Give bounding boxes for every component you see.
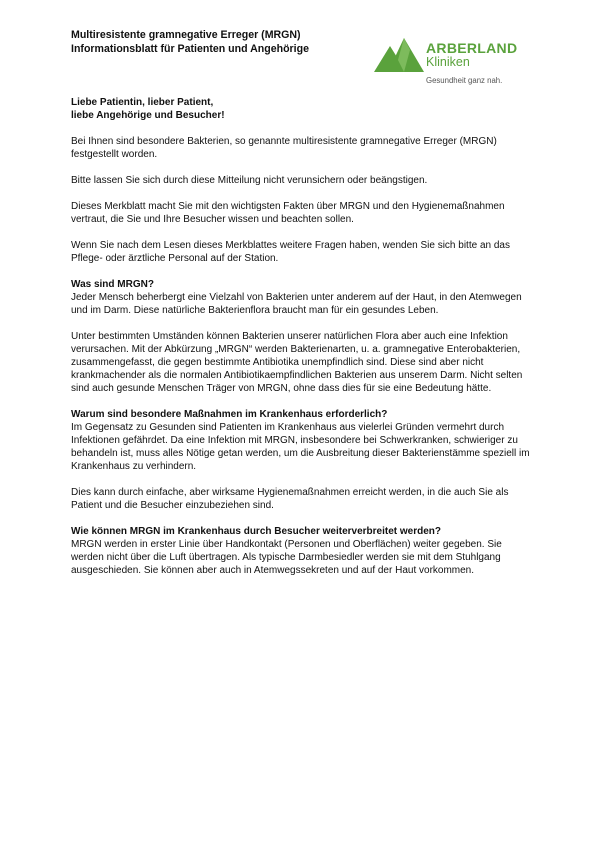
intro-paragraph: Bitte lassen Sie sich durch diese Mitteilung nicht verunsichern oder beängstigen. xyxy=(71,175,428,186)
intro-paragraph: Bei Ihnen sind besondere Bakterien, so genannte multiresistente gramnegative Erreger (MRGN) festgestellt worden. xyxy=(71,136,497,160)
section-paragraph: MRGN werden in erster Linie über Handkontakt (Personen und Oberflächen) weiter gegeben. Sie werden nicht über die Luft übertragen. Als typische Darmbesiedler werden sie mit dem Stuhlgang ausgeschieden. Sie können aber auch in Atemwegssekreten und auf der Haut vorkommen. xyxy=(71,539,502,576)
section-paragraph: Im Gegensatz zu Gesunden sind Patienten im Krankenhaus aus vielerlei Gründen vermehrt durch Infektionen gefährdet. Da eine Infektion mit MRGN, insbesondere bei Schwerkranken, schwieriger zu behandeln ist, muss alles Nötige getan werden, um die Ausbreitung dieser Bakterienstämme speziell im Krankenhaus zu verhindern. xyxy=(71,422,530,472)
section-heading: Was sind MRGN? xyxy=(71,279,154,290)
section-massnahmen xyxy=(71,408,531,512)
greeting-line-2: liebe Angehörige und Besucher! xyxy=(71,110,225,121)
logo-subtitle: Kliniken xyxy=(426,55,470,69)
section-paragraph: Unter bestimmten Umständen können Bakterien unserer natürlichen Flora aber auch eine Infektion verursachen. Mit der Abkürzung „MRGN“ werden Bakterienarten, u. a. gramnegative Enterobakterien, zusammengefasst, die gegen bestimmte Antibiotika unempfindlich sind. Diese sind aber nicht krankmachender als die normalen Antibiotikaempfindlichen Bakterien aus unserem Darm. Nicht selten sind auch gesunde Menschen Träger von MRGN, ohne dass dies für sie eine Bedeutung hätte. xyxy=(71,331,523,394)
section-paragraph: Dies kann durch einfache, aber wirksame Hygienemaßnahmen erreicht werden, in die auch Sie als Patient und die Besucher einzubeziehen sind. xyxy=(71,487,509,511)
section-weiterverbreitung xyxy=(71,525,531,577)
section-heading: Warum sind besondere Maßnahmen im Krankenhaus erforderlich? xyxy=(71,409,388,420)
title-line-2: Informationsblatt für Patienten und Angehörige xyxy=(71,42,309,55)
section-heading: Wie können MRGN im Krankenhaus durch Besucher weiterverbreitet werden? xyxy=(71,526,441,537)
logo-tagline: Gesundheit ganz nah. xyxy=(426,76,503,85)
intro-paragraph: Wenn Sie nach dem Lesen dieses Merkblattes weitere Fragen haben, wenden Sie sich bitte an das Pflege- oder ärztliche Personal auf der Station. xyxy=(71,240,510,264)
greeting-line-1: Liebe Patientin, lieber Patient, xyxy=(71,97,214,108)
title-line-1: Multiresistente gramnegative Erreger (MRGN) xyxy=(71,29,301,41)
document-body xyxy=(71,96,531,590)
mountain-logo-icon xyxy=(374,38,424,72)
greeting xyxy=(71,96,531,122)
section-was-sind-mrgn xyxy=(71,278,531,395)
logo-name: ARBERLAND xyxy=(426,40,518,56)
arberland-logo xyxy=(374,36,534,88)
section-paragraph: Jeder Mensch beherbergt eine Vielzahl von Bakterien unter anderem auf der Haut, in den Atemwegen und im Darm. Diese natürliche Bakterienflora braucht man für ein gesundes Leben. xyxy=(71,292,522,316)
document-title xyxy=(71,29,371,56)
intro-paragraph: Dieses Merkblatt macht Sie mit den wichtigsten Fakten über MRGN und den Hygienemaßnahmen vertraut, die Sie und Ihre Besucher wissen und beachten sollen. xyxy=(71,201,505,225)
